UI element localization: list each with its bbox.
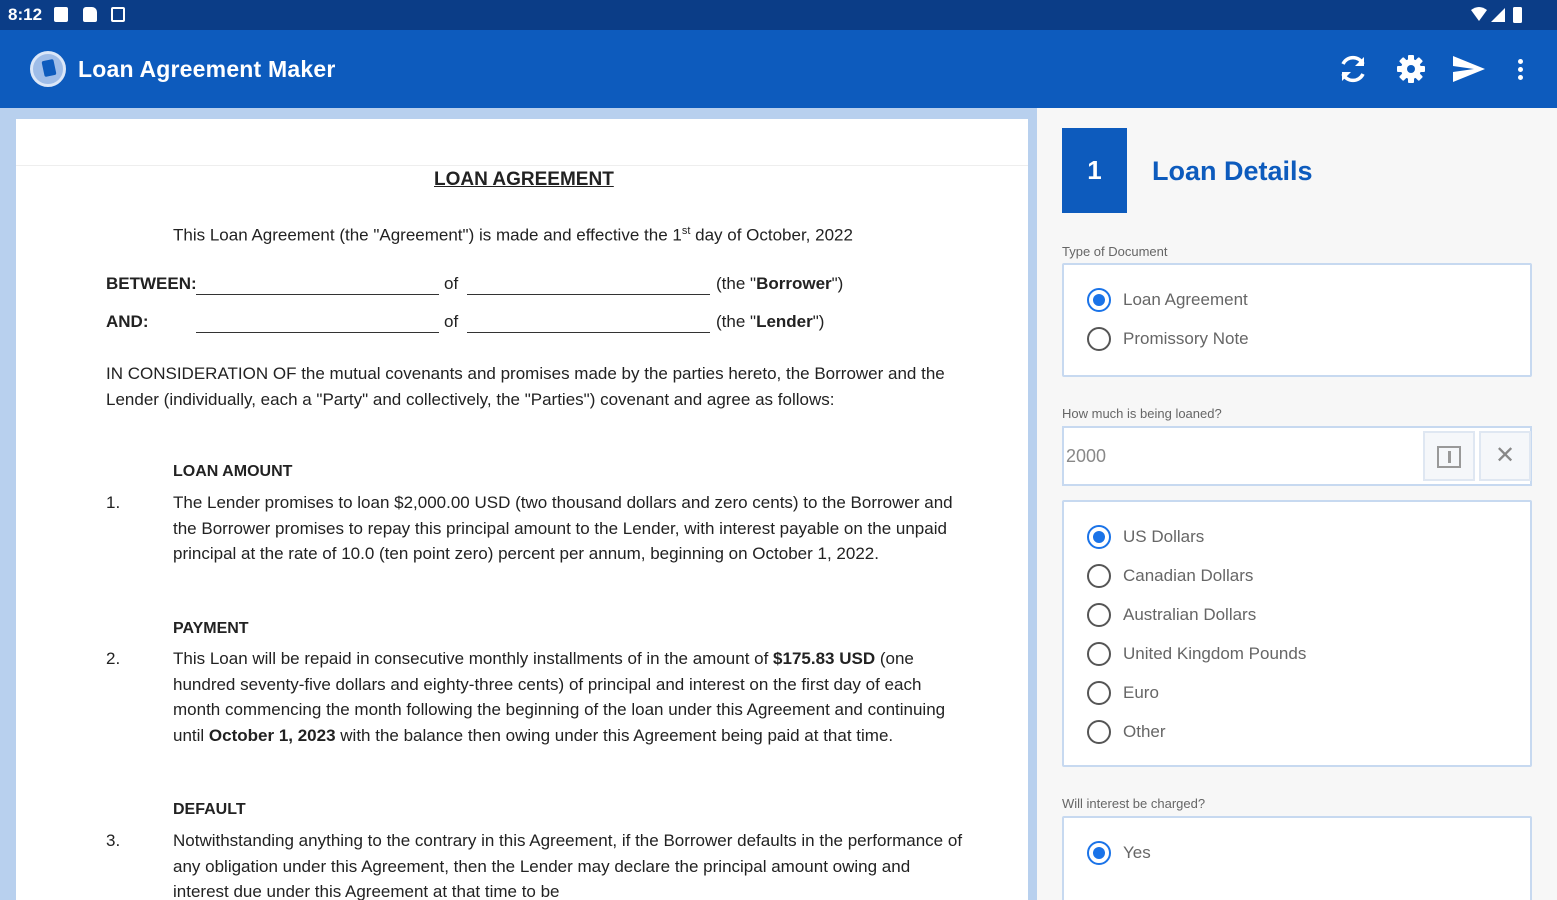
radio-label: Yes	[1123, 843, 1151, 862]
lender-role: (the "Lender")	[716, 312, 825, 331]
step-number-badge: 1	[1062, 128, 1127, 213]
borrower-role: (the "Borrower")	[716, 274, 844, 293]
step-title: Loan Details	[1152, 156, 1313, 186]
radio-label: United Kingdom Pounds	[1123, 644, 1307, 663]
clear-amount-button[interactable]	[1479, 431, 1531, 481]
amount-field	[1062, 426, 1532, 486]
radio-unselected-icon[interactable]	[1087, 681, 1111, 705]
document-preview-area[interactable]	[0, 108, 1037, 900]
between-label: BETWEEN:	[106, 274, 197, 293]
document-type-label: Type of Document	[1062, 244, 1168, 259]
calculator-icon	[1437, 446, 1461, 468]
radio-unselected-icon[interactable]	[1087, 327, 1111, 351]
section-heading: PAYMENT	[173, 620, 249, 637]
radio-label: US Dollars	[1123, 527, 1205, 546]
radio-selected-icon[interactable]	[1087, 525, 1111, 549]
radio-unselected-icon[interactable]	[1087, 564, 1111, 588]
document-title: LOAN AGREEMENT	[434, 169, 614, 190]
borrower-address-blank	[467, 294, 710, 295]
status-time: 8:12	[8, 5, 43, 24]
radio-unselected-icon[interactable]	[1087, 642, 1111, 666]
radio-label: Euro	[1123, 683, 1159, 702]
storage-icon	[111, 7, 125, 22]
radio-label: Promissory Note	[1123, 329, 1249, 348]
amount-label: How much is being loaned?	[1062, 406, 1222, 421]
document-type-card	[1062, 263, 1532, 377]
sd-card-icon	[83, 7, 97, 22]
section-body: This Loan will be repaid in consecutive monthly installments of in the amount of $175.83 USD (one hundred seventy-five dollars and eighty-three cents) of principal and interest on the first day of each month commencing the month following the beginning of the loan under this Agreement and continuing until October 1, 2023 with the balance then owing under this Agreement being paid at that time.	[173, 649, 946, 745]
section-number: 2.	[106, 649, 121, 668]
consideration-paragraph: IN CONSIDERATION OF the mutual covenants and promises made by the parties hereto, the Borrower and the Lender (individually, each a "Party" and collectively, the "Parties") covenant and agree as follows:	[106, 364, 945, 409]
form-panel[interactable]	[1037, 108, 1557, 900]
notification-icon	[54, 7, 68, 22]
radio-label: Loan Agreement	[1123, 290, 1248, 309]
lender-address-blank	[467, 332, 710, 333]
borrower-name-blank	[196, 294, 439, 295]
settings-gear-icon[interactable]	[1392, 50, 1430, 88]
refresh-icon[interactable]	[1334, 50, 1372, 88]
section-number: 3.	[106, 831, 121, 850]
radio-selected-icon[interactable]	[1087, 288, 1111, 312]
more-options-icon[interactable]	[1502, 50, 1538, 88]
radio-label: Other	[1123, 722, 1166, 741]
send-icon[interactable]	[1450, 50, 1488, 88]
status-indicators	[1469, 6, 1529, 24]
amount-input[interactable]	[1066, 438, 1416, 474]
document-intro: This Loan Agreement (the "Agreement") is made and effective the 1st day of October, 2022	[173, 225, 853, 245]
document-page	[16, 119, 1028, 900]
battery-icon	[1513, 7, 1522, 23]
app-bar	[0, 30, 1557, 108]
section-number: 1.	[106, 493, 121, 512]
status-bar	[0, 0, 1557, 30]
radio-label: Australian Dollars	[1123, 605, 1257, 624]
and-label: AND:	[106, 312, 149, 331]
section-body: Notwithstanding anything to the contrary in this Agreement, if the Borrower defaults in the performance of any obligation under this Agreement, then the Lender may declare the principal amount owing and interest due under this Agreement at that time to be	[173, 831, 963, 900]
radio-unselected-icon[interactable]	[1087, 603, 1111, 627]
radio-selected-icon[interactable]	[1087, 841, 1111, 865]
section-body: The Lender promises to loan $2,000.00 USD (two thousand dollars and zero cents) to the Borrower and the Borrower promises to repay this principal amount to the Lender, with interest payable on the unpaid principal at the rate of 10.0 (ten point zero) percent per annum, beginning on October 1, 2022.	[173, 493, 953, 563]
close-icon: ✕	[1494, 442, 1516, 469]
section-heading: DEFAULT	[173, 801, 246, 818]
page-divider	[16, 165, 1028, 166]
section-heading: LOAN AMOUNT	[173, 463, 293, 480]
currency-card	[1062, 500, 1532, 767]
of-label: of	[444, 274, 459, 293]
wifi-icon	[1471, 7, 1487, 21]
app-title: Loan Agreement Maker	[78, 56, 336, 82]
interest-card	[1062, 816, 1532, 900]
calculator-button[interactable]	[1423, 431, 1475, 481]
of-label: of	[444, 312, 459, 331]
lender-name-blank	[196, 332, 439, 333]
signal-icon	[1491, 8, 1505, 22]
radio-label: Canadian Dollars	[1123, 566, 1254, 585]
app-logo-icon	[30, 51, 66, 87]
interest-label: Will interest be charged?	[1062, 796, 1206, 811]
radio-unselected-icon[interactable]	[1087, 720, 1111, 744]
